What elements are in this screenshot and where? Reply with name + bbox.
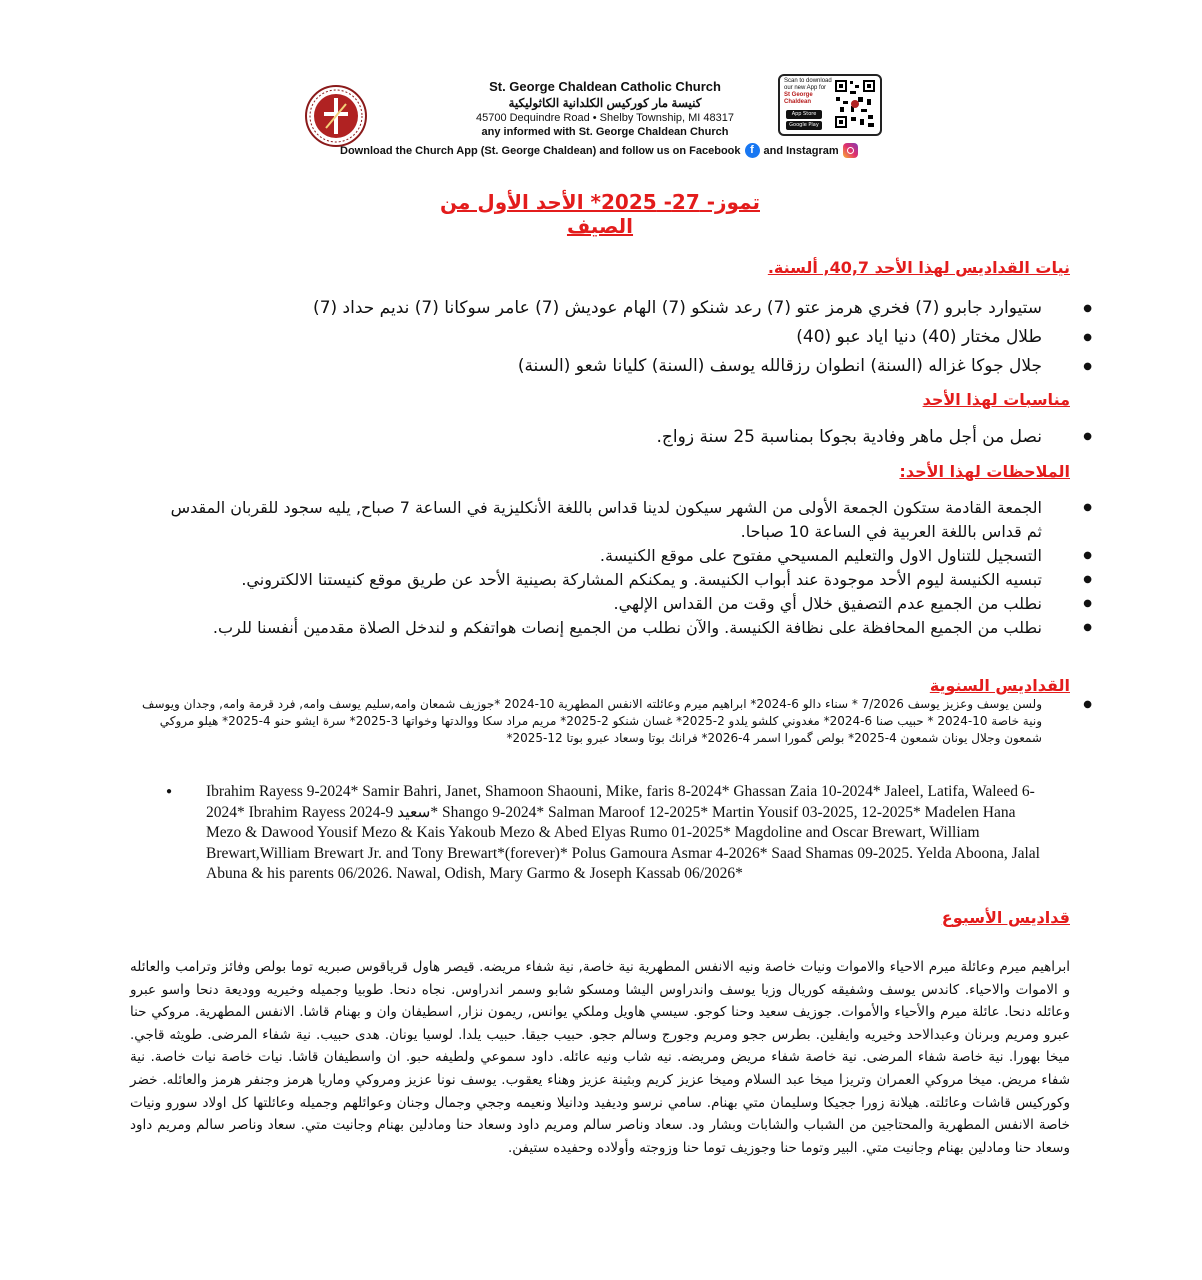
section-notes-heading: الملاحظات لهذا الأحد:: [899, 462, 1070, 481]
annual-english-text: ● Ibrahim Rayess 9-2024* Samir Bahri, Janet, Shamoon Shaouni, Mike, faris 8-2024* Ghassan Zaia 10-2024* Jaleel, Latifa, Waleed 6-2024* Ibrahim Rayess 2024-9 سعيد* Shango 9-2024* Salman Maroof 12-2025* Martin Yousif 03-2025, 12-2025* Madelen Hana Mezo & Dawood Yousif Mezo & Kais Yakoub Mezo & Abed Elyas Rumo 01-2025* Magdoline and Oscar Brewart, William Brewart,William Brewart Jr. and Tony Brewart*(forever)* Polus Gamoura Asmar 4-2026* Saad Shamas 09-2025. Yelda Aboona, Jalal Abuna & his parents 06/2026. Nawal, Odish, Mary Garmo & Joseph Kassab 06/2026*: [206, 783, 1040, 882]
google-play-badge[interactable]: Google Play: [786, 121, 822, 130]
app-download-text: Download the Church App (St. George Chaldean) and follow us on Facebook: [340, 144, 741, 157]
section-annual-heading: القداديس السنوية: [929, 676, 1070, 695]
church-header: [430, 78, 780, 139]
list-item: ● ستيوارد جابرو (7) فخري هرمز عتو (7) رعد شنكو (7) الهام عوديش (7) عامر سوكانا (7) نديم حداد (7): [182, 294, 1042, 323]
list-item: ● نطلب من الجميع عدم التصفيق خلال أي وقت من القداس الإلهي.: [162, 592, 1042, 616]
instagram-text: and Instagram: [763, 144, 839, 157]
list-item: ● نطلب من الجميع المحافظة على نظافة الكنيسة. والآن نطلب من الجميع إنصات هواتفكم و لندخل الصلاة مقدمين أنفسنا للرب.: [162, 616, 1042, 640]
section-masses-heading: نيات القداديس لهذا الأحد 40,7, ألسنة.: [767, 258, 1070, 277]
qr-scan-text: Scan to download our new App for: [784, 78, 832, 91]
qr-app-name: St George Chaldean: [784, 92, 813, 105]
notes-list: [162, 496, 1042, 640]
church-name-arabic: كنيسة مار كوركيس الكلدانية الكاثوليكية: [508, 96, 702, 110]
list-item: [170, 782, 1050, 885]
list-item: ● جلال جوكا غزاله (السنة) انطوان رزقالله يوسف (السنة) كليانا شعو (السنة): [182, 352, 1042, 381]
church-logo: [304, 84, 368, 148]
church-address: 45700 Dequindre Road • Shelby Township, MI 48317: [475, 112, 735, 124]
occasions-list: [182, 424, 1042, 450]
church-name: St. George Chaldean Catholic Church: [489, 79, 721, 94]
list-item: ● التسجيل للتناول الاول والتعليم المسيحي مفتوح على موقع الكنيسة.: [162, 544, 1042, 568]
annual-english-list: [170, 782, 1050, 885]
bulletin-title: تموز- 27- 2025* الأحد الأول من الصيف: [440, 190, 760, 238]
week-masses-paragraph: ابراهيم ميرم وعائلة ميرم الاحياء والاموات ونيات خاصة ونيه الانفس المطهرية نية خاصة, نية شفاء مريضه. قيصر هاول قرياقوس صبريه توما بولص وفائز وترامب والعائله و الاموات والاحياء. كاندس يوسف وشفيقه كوريال وزيا يوسف واندراوس اليشا ومسكو شابو وسمر اندراوس. نجاه دنحا. طوبيا وجميله وخيريه ووديعة دنحا واسو عبرو وعائله دنحا. عائلة ميرم والأحياء والأموات. جوزيف سعيد وحنا كوجو. سيسي هاويل وملكي يوانس, ريمون نزار, اسطيفان وان و بهنام قاشا. الانفس المطهرية. مروكي حنا عبرو ومريم وبرنان وعبدالاحد وخيريه وايفلين. بطرس ججو ومريم وجورج وسالم ججو. حبيب جيقا. حبيب يلدا. لوسيا يونان. هدى حبيب. نية شفاء المرضى. طويثه قاجي. ميخا بهورا. نية خاصة شفاء المرضى. نية خاصة شفاء مريض ومريضه. نيه شاب ونيه عائله. داود سموعي ولطيفه حبو. ان واسطيفان قاشا. نيات خاصة نيات خاصة. نية شفاء مريض. ميخا مروكي العمران وتريزا ميخا عبد السلام وميخا عزيز كريم وبثينة عزيز وهناء يعقوب. يوسف نونا عزيز ومروكي وماريا هرمز وجنفر هرمز والعائله. خضر وكوركيس قاشات وعائلته. هيلانة زورا ججيكا وسليمان متي بهنام. سامي نرسو وديفيد ودانيلا ونعيمه وججي وجمال وجنان وعوائلهم وجميله وعائلتها كل اولاد سورو ونيات خاصة الانفس المطهرية والمحتاجين من الشباب والشابات وبشار ود. سعاد وناصر سالم ومريم داود وسعاد حنا ومادلين بهنام وجانيت متي. سعاد وناصر سالم ومريم داود وسعاد حنا ومادلين بهنام وجانيت متي. البير وتوما حنا وجوزيف توما حنا وزوجته وأولاده وحفيده ستيفن.: [130, 959, 1070, 1156]
list-item: ● تبسيه الكنيسة ليوم الأحد موجودة عند أبواب الكنيسة. و يمكنكم المشاركة بصينية الأحد عن طريق موقع كنيستنا الالكتروني.: [162, 568, 1042, 592]
instagram-icon[interactable]: [843, 143, 858, 158]
app-store-badge[interactable]: App Store: [786, 110, 822, 119]
app-qr-panel[interactable]: [778, 74, 882, 136]
qr-caption: [784, 78, 832, 106]
app-download-line: [340, 143, 880, 158]
masses-list: [182, 294, 1042, 381]
section-occasions-heading: مناسبات لهذا الأحد: [922, 390, 1070, 409]
list-item: ● ولسن يوسف وعزيز يوسف 7/2026 * سناء دالو 6-2024* ابراهيم ميرم وعائلته الانفس المطهرية 10-2024 *جوزيف شمعان وامه,سليم يوسف وامه, فرد قرمة وامه, وجدان ويوسف ونية خاصة 10-2024 * حبيب صنا 6-2024* مغدوني كلشو يلدو 2-2025* غسان شنكو 2-2025* مريم مراد سكا ووالدتها وخواتها 3-2025* سرة ايشو حنو 4-2025* هيلو مروكي شمعون وجلال يونان شمعون 4-2025* بولص گمورا اسمر 4-2026* فرانك بوتا وسعاد عبرو بوتا 12-2025*: [142, 696, 1042, 747]
list-item: ● نصل من أجل ماهر وفادية بجوكا بمناسبة 25 سنة زواج.: [182, 424, 1042, 450]
qr-code-icon: [834, 79, 876, 129]
list-item: ● طلال مختار (40) دنيا اياد عبو (40): [182, 323, 1042, 352]
section-week-heading: قداديس الأسبوع: [941, 908, 1070, 927]
list-item: ● الجمعة القادمة ستكون الجمعة الأولى من الشهر سيكون لدينا قداس باللغة الأنكليزية في الساعة 7 صباح, يليه سجود للقربان المقدس ثم قداس باللغة العربية في الساعة 10 صباحا.: [162, 496, 1042, 544]
facebook-icon[interactable]: f: [745, 143, 760, 158]
annual-arabic-list: [142, 696, 1042, 747]
church-informed-line: any informed with St. George Chaldean Church: [481, 126, 729, 138]
